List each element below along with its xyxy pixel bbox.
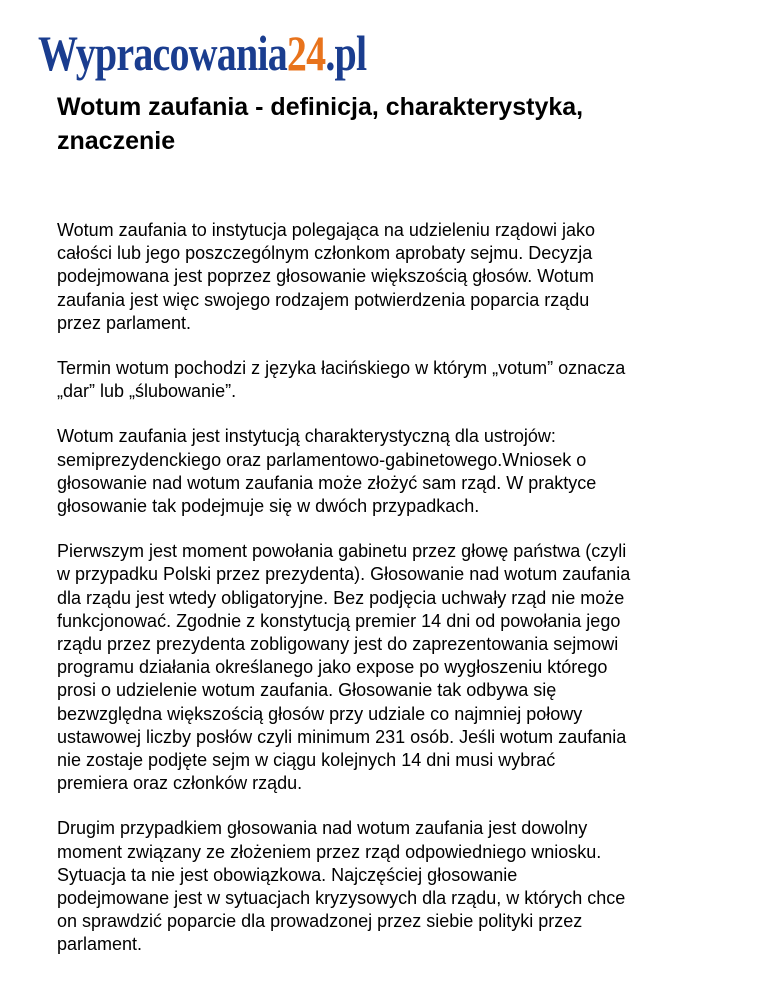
paragraph-etymology: Termin wotum pochodzi z języka łacińskiego w którym „votum” oznacza „dar” lub „ślubowanie”.	[57, 358, 626, 402]
logo-number-text: 24	[286, 25, 326, 81]
document-body	[57, 219, 727, 979]
logo-brand-text: Wypracowania	[38, 25, 287, 81]
paragraph-definition: Wotum zaufania to instytucja polegająca na udzieleniu rządowi jako całości lub jego poszczególnym członkom aprobaty sejmu. Decyzja podejmowana jest poprzez głosowanie większością głosów. Wotum zaufania jest więc swojego rodzajem potwierdzenia poparcia rządu przez parlament.	[57, 220, 595, 333]
paragraph-characteristics: Wotum zaufania jest instytucją charakterystyczną dla ustrojów: semiprezydenckiego oraz parlamentowo-gabinetowego.Wniosek o głosowanie nad wotum zaufania może złożyć sam rząd. W praktyce głosowanie tak podejmuje się w dwóch przypadkach.	[57, 426, 597, 517]
paragraph-second-case: Drugim przypadkiem głosowania nad wotum zaufania jest dowolny moment związany ze złożeniem przez rząd odpowiedniego wniosku. Sytuacja ta nie jest obowiązkowa. Najczęściej głosowanie podejmowane jest w sytuacjach kryzysowych dla rządu, w których chce on sprawdzić poparcie dla prowadzonej przez siebie polityki przez parlament.	[57, 818, 626, 955]
logo-domain-text: .pl	[325, 25, 367, 81]
document-title: Wotum zaufania - definicja, charakterystyka, znaczenie	[57, 93, 584, 155]
site-logo	[38, 14, 367, 81]
paragraph-first-case: Pierwszym jest moment powołania gabinetu przez głowę państwa (czyli w przypadku Polski przez prezydenta). Głosowanie nad wotum zaufania dla rządu jest wtedy obligatoryjne. Bez podjęcia uchwały rząd nie może funkcjonować. Zgodnie z konstytucją premier 14 dni od powołania jego rządu przez prezydenta zobligowany jest do zaprezentowania sejmowi programu działania określanego jako expose po wygłoszeniu którego prosi o udzielenie wotum zaufania. Głosowanie tak odbywa się bezwzględna większością głosów przy udziale co najmniej połowy ustawowej liczby posłów czyli minimum 231 osób. Jeśli wotum zaufania nie zostaje podjęte sejm w ciągu kolejnych 14 dni musi wybrać premiera oraz członków rządu.	[57, 541, 631, 794]
